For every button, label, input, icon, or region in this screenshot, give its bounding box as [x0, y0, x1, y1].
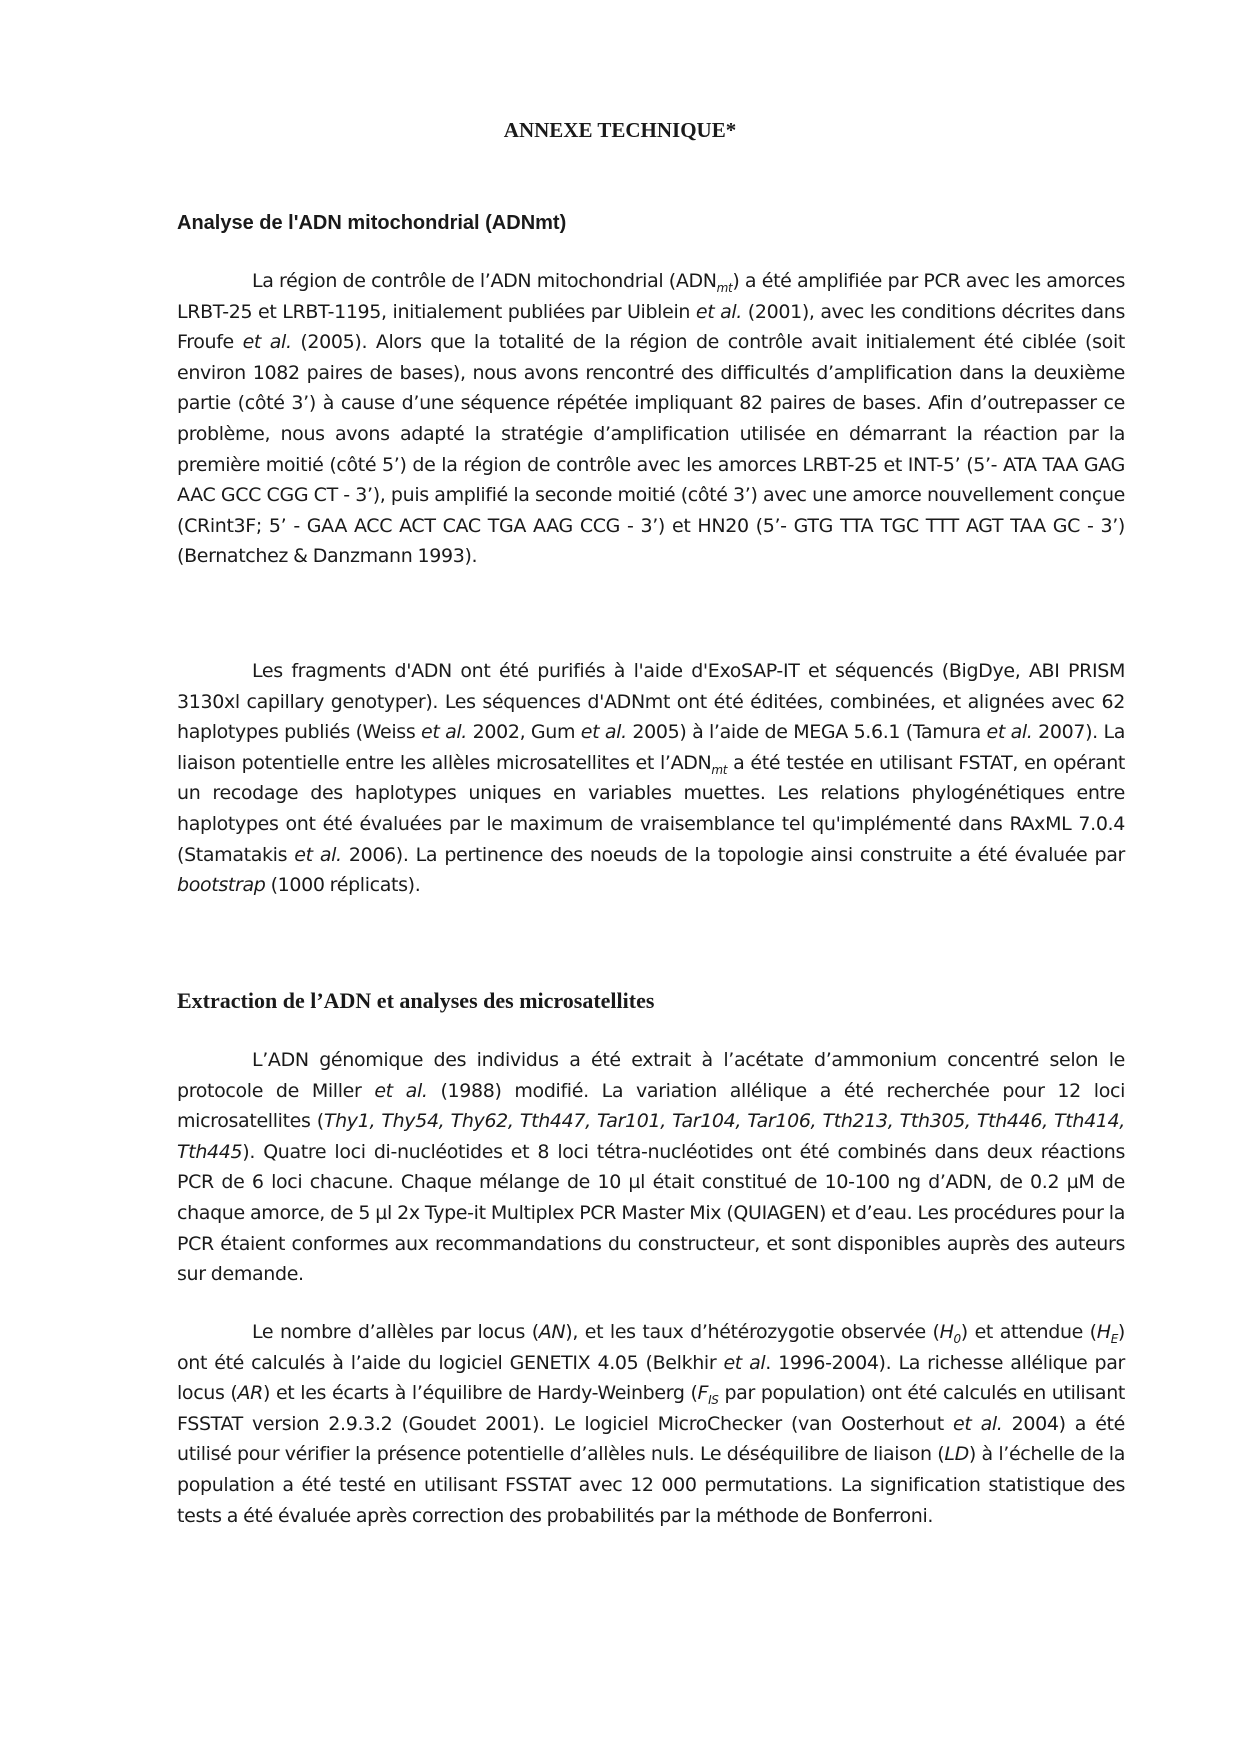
mtdna-paragraph-1: La région de contrôle de l’ADN mitochondrial $(ADN_{mt})$ a été amplifiée par PCR avec les amorces LRBT-25 et LRBT-1195, initialement publiées par Uiblein et al. (2001), avec les conditions décrites dans Froufe et al. (2005). Alors que la totalité de la région de contrôle avait initialement été ciblée (soit environ 1082 paires de bases), nous avons rencontré des difficultés d’amplification dans la deuxième partie (côté 3’) à cause d’une séquence répétée impliquant 82 paires de bases. Afin d’outrepasser ce problème, nous avons adapté la stratégie d’amplification utilisée en démarrant la réaction par la première moitié (côté 5’) de la région de contrôle avec les amorces LRBT-25 et INT-5’ (5’- ATA TAA GAG AAC GCC CGG CT - 3’), puis amplifié la seconde moitié (côté 3’) avec une amorce nouvellement conçue (CRint3F; 5’ - GAA ACC ACT CAC TGA AAG CCG - 3’) et HN20 (5’- GTG TTA TGC TTT AGT TAA GC - 3’) (Bernatchez & Danzmann 1993).: [177, 270, 1126, 568]
document-title: ANNEXE TECHNIQUE*: [503, 118, 737, 142]
mtdna-paragraph-2-block: [177, 656, 1125, 901]
mtdna-paragraph-1-block: [177, 266, 1125, 572]
section-microsatellites: [177, 986, 1125, 1016]
section-mtdna: [177, 208, 1125, 238]
section-heading-microsatellites: Extraction de l’ADN et analyses des microsatellites: [177, 988, 655, 1013]
microsat-paragraph-1-block: [177, 1045, 1125, 1290]
section-heading-mtdna: Analyse de l'ADN mitochondrial (ADNmt): [177, 212, 567, 234]
microsat-paragraph-1: L’ADN génomique des individus a été extrait à l’acétate d’ammonium concentré selon le protocole de Miller et al. (1988) modifié. La variation allélique a été recherchée pour 12 loci microsatellites (Thy1, Thy54, Thy62, Tth447, Tar101, Tar104, Tar106, Tth213, Tth305, Tth446, Tth414, Tth445). Quatre loci di-nucléotides et 8 loci tétra-nucléotides ont été combinés dans deux réactions PCR de 6 loci chacune. Chaque mélange de 10 µl était constitué de 10-100 ng d’ADN, de 0.2 µM de chaque amorce, de 5 µl 2x Type-it Multiplex PCR Master Mix (QUIAGEN) et d’eau. Les procédures pour la PCR étaient conformes aux recommandations du constructeur, et sont disponibles auprès des auteurs sur demande.: [177, 1049, 1126, 1286]
microsat-paragraph-2-block: [177, 1317, 1125, 1531]
microsat-paragraph-2: Le nombre d’allèles par locus (AN), et les taux d’hétérozygotie observée $(H_0)$ et attendue $(H_E)$ ont été calculés à l’aide du logiciel GENETIX 4.05 (Belkhir et al. 1996-2004). La richesse allélique par locus (AR) et les écarts à l’équilibre de Hardy-Weinberg ($F_{IS}$ par population) ont été calculés en utilisant FSSTAT version 2.9.3.2 (Goudet 2001). Le logiciel MicroChecker (van Oosterhout et al. 2004) a été utilisé pour vérifier la présence potentielle d’allèles nuls. Le déséquilibre de liaison (LD) à l’échelle de la population a été testé en utilisant FSSTAT avec 12 000 permutations. La signification statistique des tests a été évaluée après correction des probabilités par la méthode de Bonferroni.: [177, 1321, 1125, 1527]
mtdna-paragraph-2: Les fragments d'ADN ont été purifiés à l'aide d'ExoSAP-IT et séquencés (BigDye, ABI PRISM 3130xl capillary genotyper). Les séquences d'ADNmt ont été éditées, combinées, et alignées avec 62 haplotypes publiés (Weiss et al. 2002, Gum et al. 2005) à l’aide de MEGA 5.6.1 (Tamura et al. 2007). La liaison potentielle entre les allèles microsatellites et $l’ADN_{mt}$ a été testée en utilisant FSTAT, en opérant un recodage des haplotypes uniques en variables muettes. Les relations phylogénétiques entre haplotypes ont été évaluées par le maximum de vraisemblance tel qu'implémenté dans RAxML 7.0.4 (Stamatakis et al. 2006). La pertinence des noeuds de la topologie ainsi construite a été évaluée par bootstrap (1000 réplicats).: [177, 660, 1126, 897]
